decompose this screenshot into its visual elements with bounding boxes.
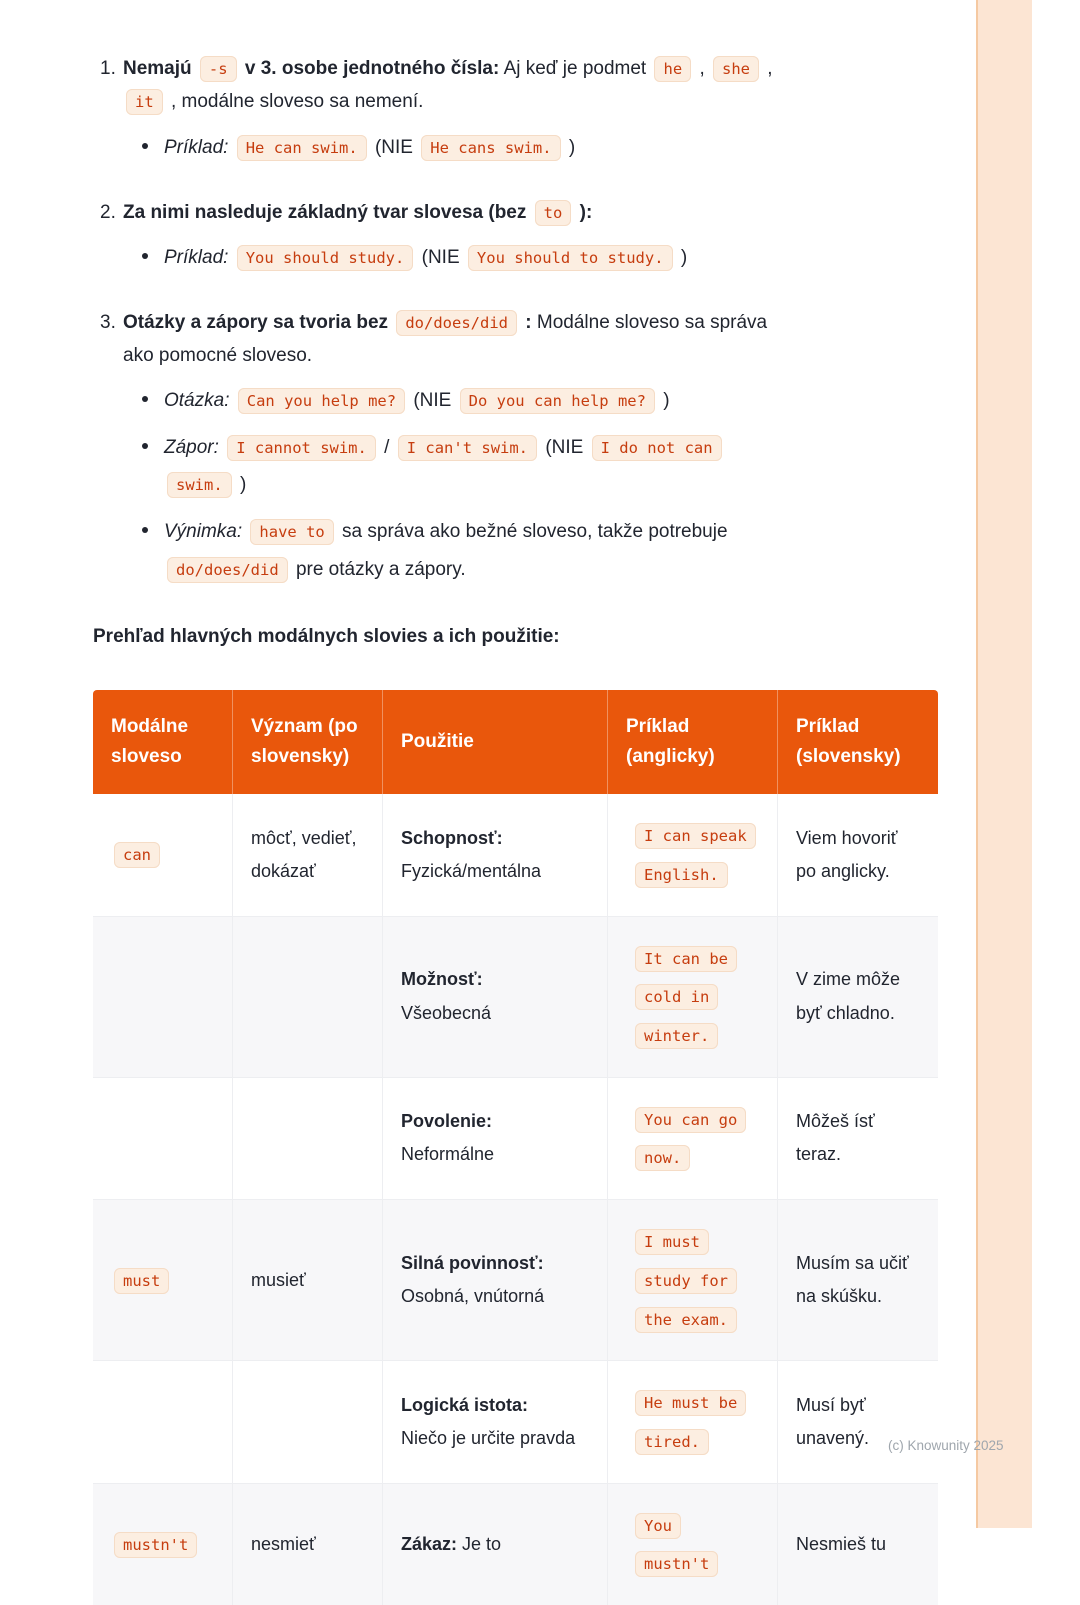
header-modal-verb: Modálne sloveso — [93, 690, 232, 795]
code-chip: You mustn't — [635, 1513, 718, 1578]
text-segment: ) — [568, 136, 576, 158]
bullet-dot — [142, 443, 148, 449]
list-item — [100, 196, 860, 276]
text-segment: ) — [663, 390, 670, 412]
example-en-cell — [607, 1199, 777, 1360]
code-chip: must — [114, 1268, 169, 1294]
modal-cell — [93, 916, 232, 1077]
text-segment: Za nimi nasleduje základný tvar slovesa (bez — [123, 201, 527, 223]
usage-title: Silná povinnosť: — [401, 1252, 544, 1273]
list-item-body — [123, 306, 803, 588]
usage-cell — [382, 1483, 607, 1605]
text-segment: (NIE — [374, 136, 413, 158]
usage-desc: Fyzická/mentálna — [401, 861, 542, 882]
code-chip: to — [535, 200, 572, 226]
bullet-item — [123, 382, 803, 419]
usage-cell — [382, 1077, 607, 1199]
text-segment: Nemajú — [123, 58, 192, 79]
header-example-sk: Príklad (slovensky) — [777, 690, 938, 795]
bullet-line — [164, 239, 687, 276]
modal-cell — [93, 1077, 232, 1199]
code-chip: can — [114, 842, 160, 868]
code-chip: I must study for the exam. — [635, 1229, 737, 1332]
list-item — [100, 306, 860, 588]
meaning-cell — [232, 916, 382, 1077]
example-sk-cell: Musí byť unavený. — [777, 1360, 938, 1482]
text-segment: (NIE — [545, 437, 584, 459]
meaning-cell: nesmieť — [232, 1483, 382, 1605]
list-line — [123, 52, 803, 119]
meaning-cell — [232, 1077, 382, 1199]
code-chip: -s — [200, 56, 237, 82]
example-en-cell — [607, 1077, 777, 1199]
bullet-dot — [142, 253, 148, 259]
header-meaning: Význam (po slovensky) — [232, 690, 382, 795]
text-segment: Príklad: — [164, 246, 229, 268]
text-segment: (NIE — [421, 246, 460, 268]
usage-title: Povolenie: — [401, 1111, 493, 1132]
code-chip: I do not can swim. — [167, 435, 722, 498]
code-chip: He cans swim. — [421, 135, 560, 161]
bullet-line — [164, 429, 764, 503]
bullet-dot — [142, 143, 148, 149]
code-chip: I can't swim. — [398, 435, 537, 461]
text-segment: / — [384, 437, 390, 459]
code-chip: Can you help me? — [238, 388, 405, 414]
code-chip: Do you can help me? — [460, 388, 655, 414]
section-heading: Prehľad hlavných modálnych slovies a ich použitie: — [93, 625, 560, 647]
code-chip: It can be cold in winter. — [635, 946, 737, 1049]
code-chip: have to — [250, 519, 333, 545]
table-row — [93, 794, 938, 915]
modal-cell — [93, 794, 232, 915]
modal-verbs-table — [93, 690, 938, 1605]
bullet-line — [164, 382, 670, 419]
code-chip: do/does/did — [396, 310, 517, 336]
table-row — [93, 1360, 938, 1482]
code-chip: He can swim. — [237, 135, 367, 161]
modal-cell — [93, 1199, 232, 1360]
meaning-cell: môcť, vedieť, dokázať — [232, 794, 382, 915]
watermark: (c) Knowunity 2025 — [888, 1438, 1004, 1453]
example-sk-cell: Musím sa učiť na skúšku. — [777, 1199, 938, 1360]
example-sk-cell: V zime môže byť chladno. — [777, 916, 938, 1077]
text-segment: Aj keď je podmet — [503, 58, 647, 79]
text-segment: , modálne sloveso sa nemení. — [170, 91, 424, 113]
table-row — [93, 1483, 938, 1605]
bullet-dot — [142, 396, 148, 402]
list-item-body — [123, 52, 803, 166]
usage-title: Zákaz: — [401, 1533, 458, 1554]
code-chip: He must be tired. — [635, 1390, 746, 1455]
code-chip: do/does/did — [167, 557, 288, 583]
example-en-cell — [607, 794, 777, 915]
modal-cell — [93, 1360, 232, 1482]
example-en-cell — [607, 1360, 777, 1482]
code-chip: You should to study. — [468, 245, 673, 271]
usage-desc: Všeobecná — [401, 1002, 492, 1023]
text-segment: (NIE — [413, 390, 452, 412]
code-chip: I cannot swim. — [227, 435, 376, 461]
text-segment: Výnimka: — [164, 521, 243, 543]
example-sk-cell: Nesmieš tu — [777, 1483, 938, 1605]
usage-cell — [382, 794, 607, 915]
bullet-dot — [142, 527, 148, 533]
meaning-cell: musieť — [232, 1199, 382, 1360]
text-segment: , — [699, 58, 705, 79]
bullet-item — [123, 129, 803, 166]
code-chip: mustn't — [114, 1532, 197, 1558]
code-chip: You should study. — [237, 245, 414, 271]
list-number: 1. — [100, 58, 116, 79]
usage-cell — [382, 916, 607, 1077]
code-chip: You can go now. — [635, 1107, 746, 1172]
text-segment: Otázka: — [164, 390, 230, 412]
usage-desc: Osobná, vnútorná — [401, 1286, 545, 1307]
example-en-cell — [607, 1483, 777, 1605]
usage-cell — [382, 1199, 607, 1360]
usage-title: Logická istota: — [401, 1394, 529, 1415]
list-line — [123, 306, 803, 373]
table-row — [93, 1199, 938, 1360]
usage-desc: Neformálne — [401, 1144, 495, 1165]
text-segment: ): — [579, 201, 593, 223]
text-segment: ) — [680, 246, 688, 268]
code-chip: he — [654, 56, 691, 82]
list-number: 2. — [100, 201, 116, 223]
list-number: 3. — [100, 311, 116, 333]
text-segment: Príklad: — [164, 136, 229, 158]
bullet-item — [123, 513, 803, 587]
table-row — [93, 916, 938, 1077]
text-segment: v 3. osobe jednotného čísla: — [244, 58, 500, 79]
bullet-line — [164, 129, 575, 166]
bullet-item — [123, 239, 803, 276]
usage-desc: Je to — [462, 1533, 502, 1554]
bullet-line — [164, 513, 764, 587]
list-item — [100, 52, 860, 166]
table-header-row — [93, 690, 938, 795]
usage-title: Možnosť: — [401, 969, 483, 990]
modal-cell — [93, 1483, 232, 1605]
text-segment: ) — [239, 474, 247, 496]
header-usage: Použitie — [382, 690, 607, 795]
text-segment: sa správa ako bežné sloveso, takže potrebuje — [342, 521, 728, 543]
usage-title: Schopnosť: — [401, 827, 503, 848]
code-chip: I can speak English. — [635, 823, 756, 888]
meaning-cell — [232, 1360, 382, 1482]
usage-desc: Niečo je určite pravda — [401, 1427, 576, 1448]
header-example-en: Príklad (anglicky) — [607, 690, 777, 795]
usage-cell — [382, 1360, 607, 1482]
example-sk-cell: Môžeš ísť teraz. — [777, 1077, 938, 1199]
table-row — [93, 1077, 938, 1199]
example-en-cell — [607, 916, 777, 1077]
code-chip: she — [713, 56, 759, 82]
text-segment: : — [525, 311, 532, 333]
example-sk-cell: Viem hovoriť po anglicky. — [777, 794, 938, 915]
list-line — [123, 196, 803, 229]
text-segment: Modálne sloveso sa správa ako pomocné sloveso. — [123, 311, 768, 367]
list-item-body — [123, 196, 803, 276]
text-segment: pre otázky a zápory. — [295, 558, 466, 580]
text-segment: , — [767, 58, 773, 79]
text-segment: Otázky a zápory sa tvoria bez — [123, 311, 389, 333]
page-edge-stripe — [976, 0, 1032, 1528]
text-segment: Zápor: — [164, 437, 219, 459]
code-chip: it — [126, 89, 163, 115]
bullet-item — [123, 429, 803, 503]
